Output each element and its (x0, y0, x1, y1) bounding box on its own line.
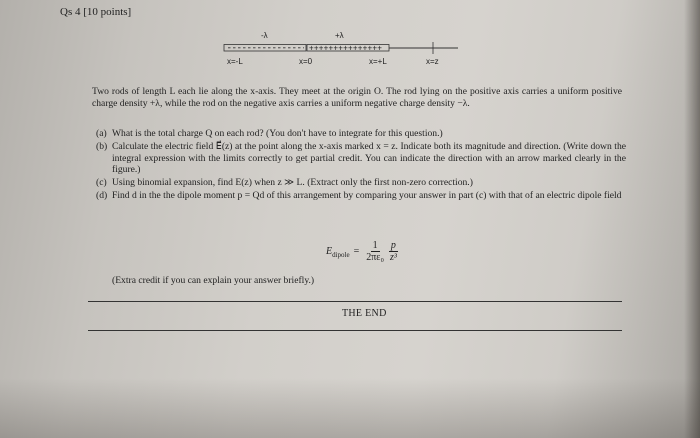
plus-signs: +++++++++++++++ (309, 43, 383, 53)
charge-negative-label: -λ (261, 31, 268, 40)
fraction-1-numerator: 1 (372, 240, 378, 251)
part-a (96, 128, 626, 140)
problem-statement: Two rods of length L each lie along the x-axis. They meet at the origin O. The rod lying on the positive axis carries a uniform positive charge density +λ, while the rod on the negative axis carries a uniform negative charge density −λ. (92, 86, 622, 109)
part-label: (c) (96, 177, 107, 188)
negative-rod (224, 45, 306, 52)
fraction-2-numerator: p (390, 240, 396, 251)
formula-fraction-1 (364, 240, 386, 263)
positive-rod (307, 44, 389, 53)
page-shadow-bottom (0, 378, 700, 438)
formula-lhs: $E_{dipole}$ (326, 246, 350, 259)
part-d (96, 190, 626, 202)
divider-bottom (88, 330, 622, 331)
part-text: What is the total charge Q on each rod? (You don't have to integrate for this question.) (112, 128, 443, 139)
label-x-neg-L: x=-L (227, 57, 243, 66)
page-shadow-right (684, 0, 700, 438)
dipole-field-formula (326, 240, 400, 263)
charge-positive-label: +λ (335, 31, 344, 40)
divider-top (88, 301, 622, 302)
sub-questions (96, 128, 626, 203)
end-text: THE END (342, 308, 387, 319)
part-c (96, 177, 626, 189)
part-text: Calculate the electric field E⃗(z) at the point along the x-axis marked x = z. Indicate both its magnitude and direction. (Write down the integral expression with the limits correctly to get partial credit. You can indicate the direction with an arrow marked clearly in the figure.) (112, 141, 626, 175)
part-label: (a) (96, 128, 107, 139)
formula-fraction-2 (388, 240, 399, 263)
formula-equals: = (353, 246, 360, 257)
part-text: Find d in the the dipole moment p = Qd of this arrangement by comparing your answer in part (c) with that of an electric dipole field (112, 190, 622, 201)
part-label: (b) (96, 141, 108, 152)
part-text: Using binomial expansion, find E(z) when z ≫ L. (Extract only the first non-zero correction.) (112, 177, 473, 188)
fraction-2-denominator: z³ (389, 252, 397, 263)
label-x-z: x=z (426, 57, 439, 66)
question-heading: Qs 4 [10 points] (60, 6, 132, 18)
part-label: (d) (96, 190, 108, 201)
rod-figure (0, 0, 700, 80)
label-x-origin: x=0 (299, 57, 313, 66)
label-x-pos-L: x=+L (369, 57, 387, 66)
part-b (96, 141, 626, 176)
fraction-1-denominator: 2πε₀ (366, 252, 384, 263)
formula-lhs-subscript: dipole (332, 251, 350, 259)
extra-credit-note: (Extra credit if you can explain your answer briefly.) (112, 275, 315, 286)
